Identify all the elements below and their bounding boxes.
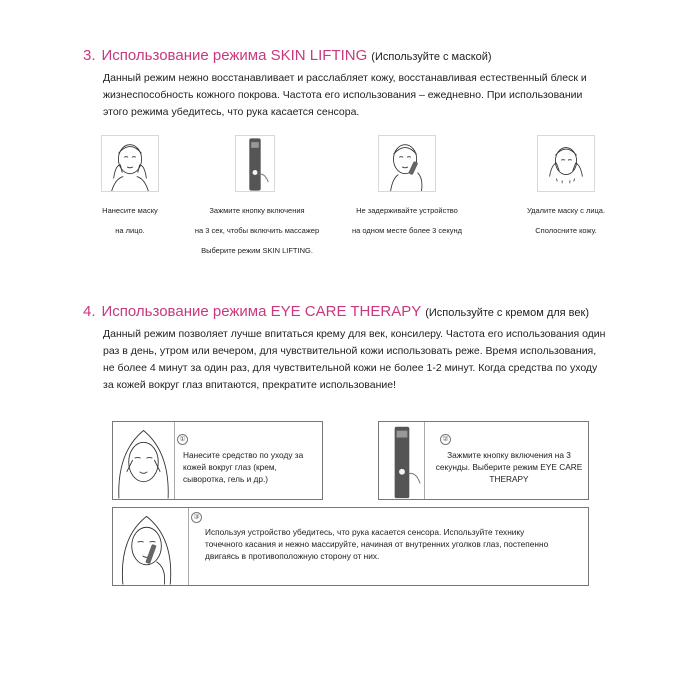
face-rinse-icon [537,135,595,192]
section4-line: не более 4 минут за один раз, для чувствительной кожи не более 1-2 минут. Когда средства по уходу [103,362,598,374]
eye-care-step-2-text: Зажмите кнопку включения на 3 секунды. Выберите режим EYE CARE THERAPY [435,450,583,484]
step-number-badge: ① [177,434,188,445]
eye-cream-apply-icon [113,422,175,499]
step-number-badge: ③ [191,512,202,523]
section3-heading: Использование режима SKIN LIFTING [101,47,368,64]
section4-hint: (Используйте с кремом для век) [425,307,589,319]
device-button-icon [379,422,425,499]
section3-line: этого режима убедитесь, что рука касается сенсора. [103,106,360,118]
section4-line: Данный режим позволяет лучше впитаться крему для век, консилеру. Частота его использования один [103,328,606,340]
section3-paragraph [103,70,587,121]
section4-line: за кожей вокруг глаз впитаются, прекратите использование! [103,379,397,391]
section3-line: жизнеспособность кожного покрова. Частота его использования – ежедневно. При использовании [103,89,583,101]
step3-2-caption: Зажмите кнопку включения на 3 сек, чтобы включить массажер Выберите режим SKIN LIFTING. [194,206,320,255]
step3-4-caption: Удалите маску с лица. Сполосните кожу. [526,206,606,235]
section4-number: 4. [83,303,96,320]
section3-number: 3. [83,47,96,64]
section4-heading: Использование режима EYE CARE THERAPY [101,303,422,320]
eye-care-step-3-panel [112,507,589,586]
eye-care-step-1-text: Нанесите средство по уходу за кожей вокруг глаз (крем, сыворотка, гель и др.) [183,450,304,484]
step3-3-caption: Не задерживайте устройство на одном месте более 3 секунд [352,206,462,235]
section3-title [83,47,492,65]
section3-line: Данный режим нежно восстанавливает и расслабляет кожу, восстанавливая естественный блеск и [103,72,587,84]
section4-line: раз в день, утром или вечером, для чувствительной кожи использовать реже. Время использования, [103,345,597,357]
face-mask-apply-icon [101,135,159,192]
section4-paragraph [103,326,605,394]
device-eye-massage-icon [113,508,189,585]
eye-care-step-2-panel [378,421,589,500]
eye-care-step-3-text: Используя устройство убедитесь, что рука касается сенсора. Используйте технику точечного касания и нежно массируйте, начиная от внутренних уголков глаз, постепенно двигаясь в противоположную сторону от них. [205,527,549,561]
step-number-badge: ② [440,434,451,445]
step3-1-caption: Нанесите маску на лицо. [102,206,158,235]
eye-care-step-1-panel [112,421,323,500]
device-on-face-icon [378,135,436,192]
section4-title [83,303,589,321]
section3-hint: (Используйте с маской) [371,51,492,63]
device-button-icon [235,135,275,192]
